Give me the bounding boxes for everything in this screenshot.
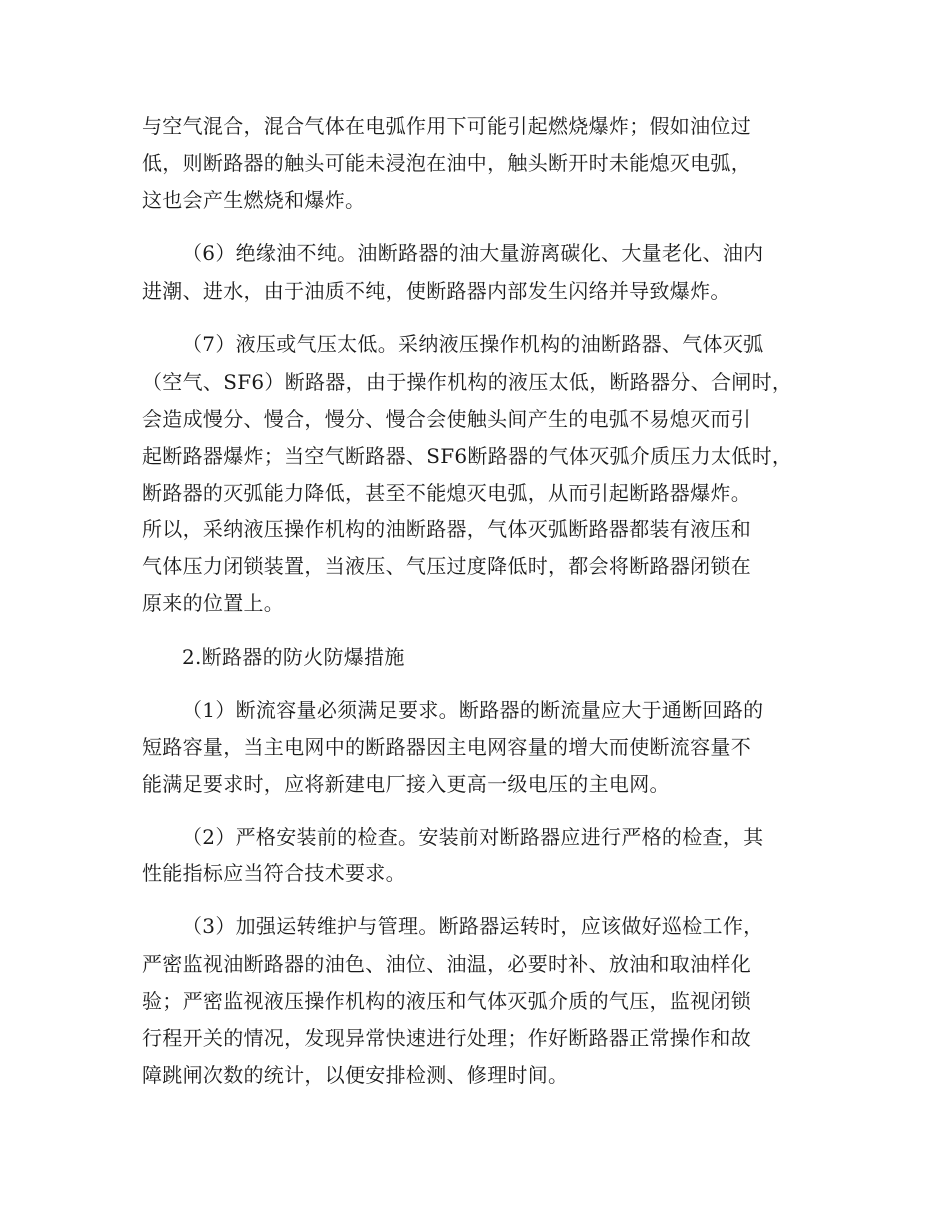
text-line: 与空气混合，混合气体在电弧作用下可能引起燃烧爆炸；假如油位过 [142, 114, 751, 138]
text-line: 这也会产生燃烧和爆炸。 [142, 188, 366, 212]
text-line: 短路容量，当主电网中的断路器因主电网容量的增大而使断流容量不 [142, 735, 751, 759]
text-line: 低，则断路器的触头可能未浸泡在油中，触头断开时未能熄灭电弧， [142, 151, 751, 175]
text-line: 所以，采纳液压操作机构的油断路器，气体灭弧断路器都装有液压和 [142, 517, 751, 541]
text-line: （空气、SF6）断路器，由于操作机构的液压太低，断路器分、合闸时， [142, 370, 793, 394]
text-line: 进潮、进水，由于油质不纯，使断路器内部发生闪络并导致爆炸。 [142, 279, 731, 303]
text-line: 气体压力闭锁装置，当液压、气压过度降低时，都会将断路器闭锁在 [142, 554, 751, 578]
text-line: 起断路器爆炸；当空气断路器、SF6断路器的气体灭弧介质压力太低时， [142, 444, 793, 468]
text-line: 严密监视油断路器的油色、油位、油温，必要时补、放油和取油样化 [142, 952, 751, 976]
text-line: （6）绝缘油不纯。油断路器的油大量游离碳化、大量老化、油内 [182, 241, 764, 265]
text-line: 断路器的灭弧能力降低，甚至不能熄灭电弧，从而引起断路器爆炸。 [142, 481, 751, 505]
text-line: 能满足要求时，应将新建电厂接入更高一级电压的主电网。 [142, 772, 670, 796]
section-heading: 2.断路器的防火防爆措施 [182, 645, 405, 669]
text-line: 验；严密监视液压操作机构的液压和气体灭弧介质的气压，监视闭锁 [142, 989, 751, 1013]
text-line: （1）断流容量必须满足要求。断路器的断流量应大于通断回路的 [182, 698, 764, 722]
text-line: 会造成慢分、慢合，慢分、慢合会使触头间产生的电弧不易熄灭而引 [142, 407, 751, 431]
text-line: 行程开关的情况，发现异常快速进行处理；作好断路器正常操作和故 [142, 1026, 751, 1050]
text-line: 原来的位置上。 [142, 591, 285, 615]
text-line: 性能指标应当符合技术要求。 [142, 861, 406, 885]
text-line: （3）加强运转维护与管理。断路器运转时，应该做好巡检工作， [182, 914, 764, 938]
text-line: （7）液压或气压太低。采纳液压操作机构的油断路器、气体灭弧 [182, 332, 764, 356]
text-line: 障跳闸次数的统计，以便安排检测、修理时间。 [142, 1063, 569, 1087]
text-line: （2）严格安装前的检查。安装前对断路器应进行严格的检查，其 [182, 825, 764, 849]
